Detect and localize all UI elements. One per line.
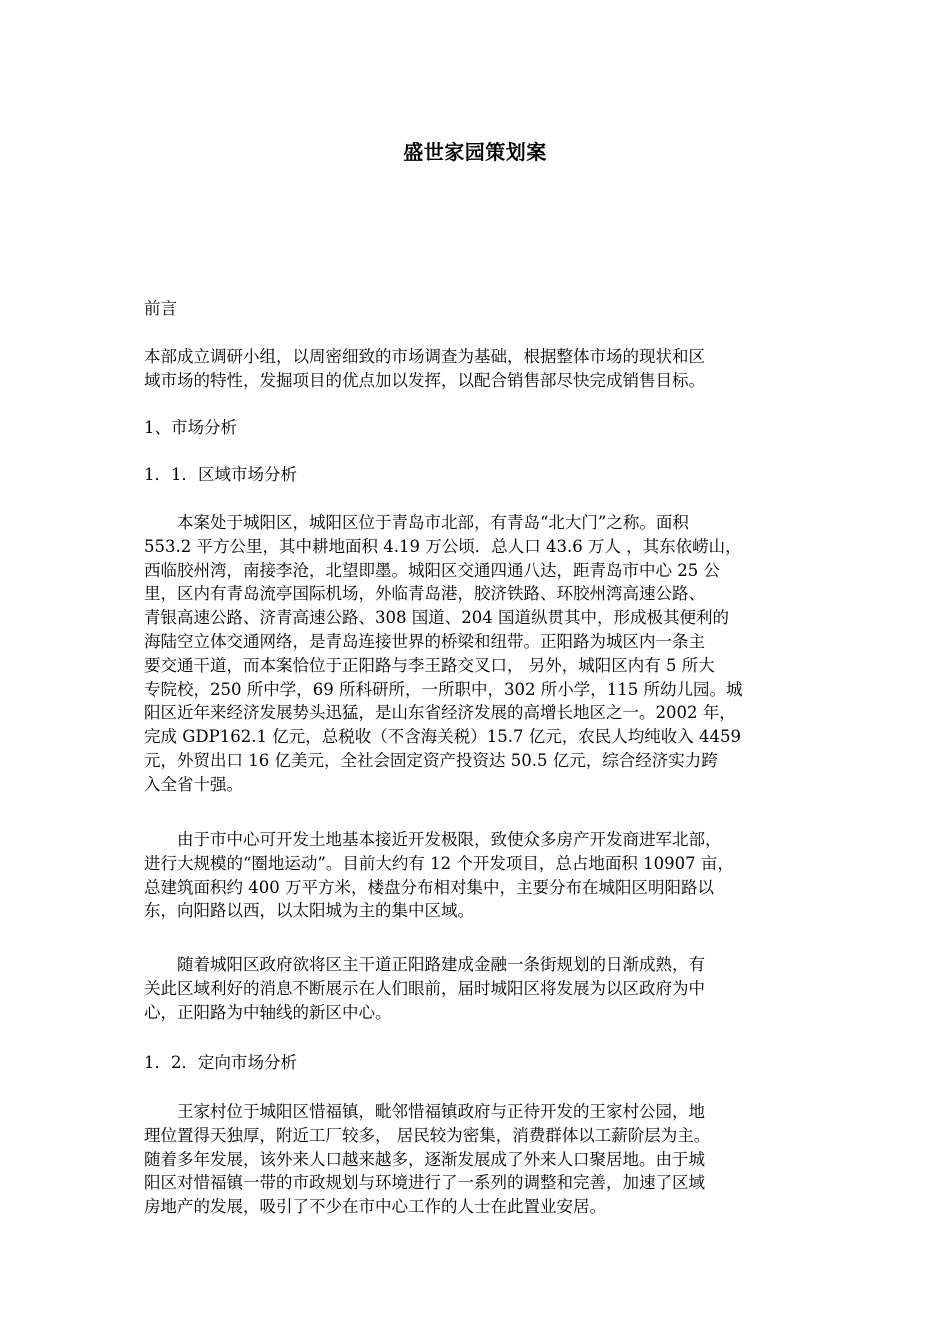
- target-market-line: 房地产的发展，吸引了不少在市中心工作的人士在此置业安居。: [144, 1197, 606, 1217]
- regional-line: 元，外贸出口 16 亿美元，全社会固定资产投资达 50.5 亿元，综合经济实力跨: [144, 750, 718, 770]
- section-heading-regional-market: 1．1．区域市场分析: [144, 465, 297, 484]
- planning-line: 关此区域利好的消息不断展示在人们眼前，届时城阳区将发展为以区政府为中: [144, 978, 705, 998]
- target-market-line: 阳区对惜福镇一带的市政规划与环境进行了一系列的调整和完善，加速了区域: [144, 1173, 705, 1193]
- development-line: 进行大规模的“圈地运动”。目前大约有 12 个开发项目，总占地面积 10907 亩，: [144, 853, 734, 873]
- intro-line: 域市场的特性，发掘项目的优点加以发挥，以配合销售部尽快完成销售目标。: [144, 370, 705, 390]
- target-market-line: 随着多年发展，该外来人口越来越多，逐渐发展成了外来人口聚居地。由于城: [144, 1149, 705, 1169]
- regional-line: 西临胶州湾，南接李沧，北望即墨。城阳区交通四通八达，距青岛市中心 25 公: [144, 560, 720, 580]
- regional-line: 本案处于城阳区，城阳区位于青岛市北部，有青岛“北大门”之称。面积: [177, 513, 689, 532]
- regional-line: 里，区内有青岛流亭国际机场，外临青岛港，胶济铁路、环胶州湾高速公路、: [144, 584, 705, 604]
- intro-line: 本部成立调研小组，以周密细致的市场调查为基础，根据整体市场的现状和区: [144, 347, 705, 366]
- regional-paragraph: [144, 511, 810, 797]
- regional-line: 入全省十强。: [144, 774, 243, 794]
- intro-paragraph: [144, 345, 810, 393]
- preface-heading: 前言: [144, 299, 177, 318]
- planning-line: 随着城阳区政府欲将区主干道正阳路建成金融一条街规划的日渐成熟，有: [177, 955, 705, 974]
- development-paragraph: [144, 828, 810, 923]
- development-line: 总建筑面积约 400 万平方米，楼盘分布相对集中，主要分布在城阳区明阳路以: [144, 877, 714, 897]
- section-heading-target-market: 1．2．定向市场分析: [144, 1053, 297, 1072]
- regional-line: 553.2 平方公里，其中耕地面积 4.19 万公顷．总人口 43.6 万人 ，其东依崂山，: [144, 536, 742, 556]
- regional-line: 专院校，250 所中学，69 所科研所，一所职中，302 所小学，115 所幼儿园。城: [144, 679, 743, 699]
- development-line: 由于市中心可开发土地基本接近开发极限，致使众多房产开发商进军北部，: [177, 830, 722, 849]
- development-line: 东，向阳路以西，以太阳城为主的集中区域。: [144, 901, 474, 921]
- planning-line: 心，正阳路为中轴线的新区中心。: [144, 1002, 392, 1022]
- regional-line: 海陆空立体交通网络，是青岛连接世界的桥梁和纽带。正阳路为城区内一条主: [144, 631, 705, 651]
- document-title: 盛世家园策划案: [403, 140, 547, 164]
- regional-line: 阳区近年来经济发展势头迅猛，是山东省经济发展的高增长地区之一。2002 年，: [144, 703, 736, 723]
- section-heading-market-analysis: 1、市场分析: [144, 418, 237, 437]
- regional-line: 青银高速公路、济青高速公路、308 国道、204 国道纵贯其中，形成极其便利的: [144, 608, 729, 628]
- target-market-line: 理位置得天独厚，附近工厂较多， 居民较为密集，消费群体以工薪阶层为主。: [144, 1125, 711, 1145]
- target-market-line: 王家村位于城阳区惜福镇，毗邻惜福镇政府与正待开发的王家村公园，地: [177, 1102, 705, 1121]
- regional-line: 要交通干道，而本案恰位于正阳路与李王路交叉口， 另外，城阳区内有 5 所大: [144, 655, 715, 675]
- regional-line: 完成 GDP162.1 亿元，总税收（不含海关税）15.7 亿元，农民人均纯收入 4459: [144, 727, 741, 747]
- planning-paragraph: [144, 953, 810, 1024]
- target-market-paragraph: [144, 1100, 810, 1219]
